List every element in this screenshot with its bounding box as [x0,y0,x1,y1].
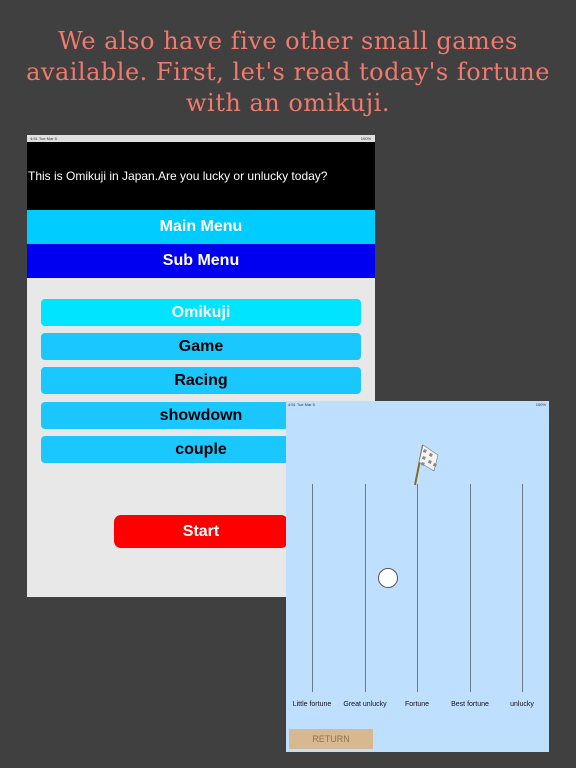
status-time: 4:51 Tue Mar 5 [288,402,315,407]
lane-line [312,484,313,692]
lane-label-unlucky: unlucky [510,701,534,708]
description-bar [27,142,375,210]
status-time: 4:51 Tue Mar 5 [30,136,57,141]
lane-line [417,484,418,692]
game-button-omikuji[interactable]: Omikuji [41,299,361,326]
return-button[interactable]: RETURN [289,729,373,749]
promo-headline [0,26,576,119]
status-bar [27,135,375,142]
headline-line-1: We also have five other small games [58,27,518,55]
omikuji-screen [286,401,549,752]
lane-label-great-unlucky: Great unlucky [343,701,387,708]
headline-line-2: available. First, let's read today's fortune [26,58,550,86]
lane-label-best-fortune: Best fortune [451,701,489,708]
start-button[interactable]: Start [114,515,288,548]
battery-status: 100% [535,402,546,407]
game-button-game[interactable]: Game [41,333,361,360]
headline-line-3: with an omikuji. [186,89,390,117]
lane-label-fortune: Fortune [404,701,430,708]
game-button-racing[interactable]: Racing [41,367,361,394]
omikuji-ball[interactable] [378,568,398,588]
lane-line [365,484,366,692]
checkered-flag-icon [412,441,442,487]
status-bar [286,401,549,408]
game-button-showdown[interactable]: showdown [41,402,361,429]
description-text: This is Omikuji in Japan.Are you lucky or unlucky today? [28,169,328,183]
sub-menu-button[interactable]: Sub Menu [27,244,375,278]
lane-line [522,484,523,692]
lane-label-little-fortune: Little fortune [292,701,332,708]
lane-line [470,484,471,692]
main-menu-button[interactable]: Main Menu [27,210,375,244]
game-button-couple[interactable]: couple [41,436,361,463]
battery-status: 100% [360,136,371,141]
